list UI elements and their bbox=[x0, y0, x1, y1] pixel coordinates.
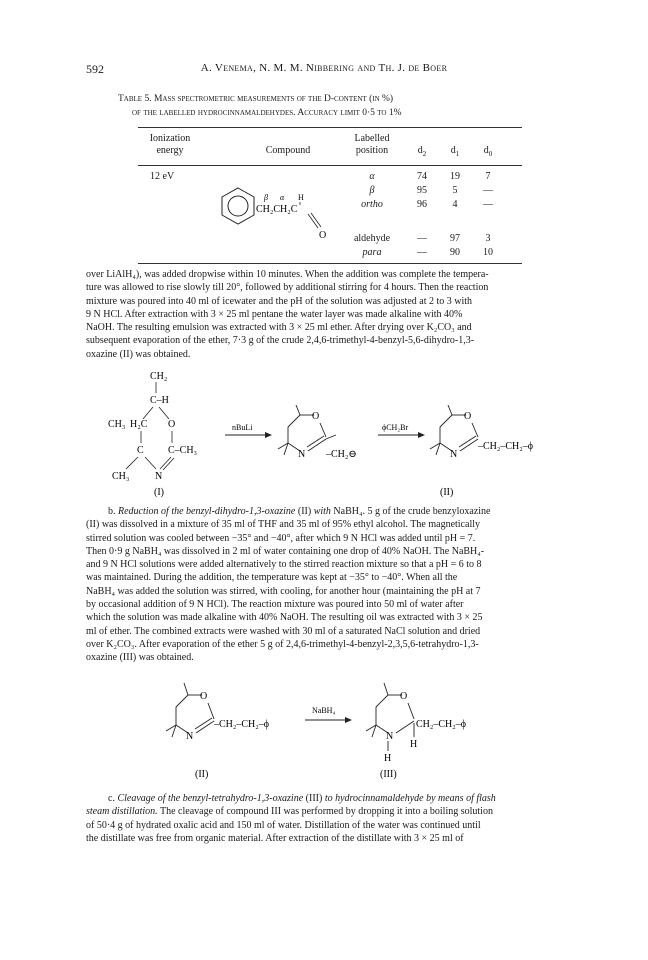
svg-text:O: O bbox=[312, 411, 320, 422]
label-compound-ii: (II) bbox=[440, 487, 454, 498]
svg-text:H₂C: H₂C bbox=[130, 419, 148, 430]
hydrocinnamaldehyde-structure bbox=[218, 178, 348, 248]
svg-text:nBuLi: nBuLi bbox=[232, 423, 253, 432]
svg-text:C: C bbox=[137, 445, 144, 456]
svg-text:ϕCH₂Br: ϕCH₂Br bbox=[382, 423, 409, 432]
label-compound-ii: (II) bbox=[195, 769, 209, 780]
svg-text:O: O bbox=[200, 691, 208, 702]
svg-text:CH₃: CH₃ bbox=[112, 471, 130, 482]
svg-text:N: N bbox=[298, 449, 306, 460]
label-compound-i: (I) bbox=[154, 487, 164, 498]
caption-line-1: Table 5. Mass spectrometric measurements of the D-content (in %) bbox=[118, 94, 394, 104]
paragraph-procedure-b: b. Reduction of the benzyl-dihydro-1,3-oxazine (II) with NaBH₄. 5 g of the crude benzyloxazine (II) was dissolved in a mixture of 35 ml of THF and 35 ml of 95% ethyl alcohol. The magnetically stirred solution was cooled between −35° and −40°, after which 9 N HCl was added until pH = 7. Then 0·9 g NaBH₄ was dissolved in 2 ml of water containing one drop of 40% NaOH. The NaBH₄- and 9 N HCl solutions were added alternatively to the stirred reaction mixture so that a pH = 6 to 8 was maintained. During the addition, the temperature was kept at −35° to −40°. When all the NaBH₄ was added the solution was stirred, with cooling, for another hour (maintaining the pH at 7 by occasional addition of 9 N HCl). The reaction mixture was poured into 50 ml of water after which the solution was made alkaline with 40% NaOH. The resulting oil was extracted with 3 × 25 ml of ether. The combined extracts were washed with 30 ml of a saturated NaCl solution and dried over K₂CO₃. After evaporation of the ether 5 g of 2,4,6-trimethyl-4-benzyl-2,3,5,6-tetrahydro-1,3- oxazine (III) was obtained. bbox=[86, 506, 491, 664]
table-bottom-rule bbox=[138, 263, 522, 264]
oxazine-anion-ring bbox=[278, 405, 357, 460]
oxazine-iii-ring bbox=[366, 683, 466, 764]
svg-text:O: O bbox=[168, 419, 176, 430]
header-labelled-position: Labelled position bbox=[354, 133, 390, 156]
table-top-rule bbox=[138, 127, 522, 128]
header-compound: Compound bbox=[265, 145, 311, 156]
paragraph-procedure-c: c. Cleavage of the benzyl-tetrahydro-1,3-oxazine (III) to hydrocinnamaldehyde by means of flash steam distillation. The cleavage of compound III was performed by dropping it into a boiling solution of 50·4 g of hydrated oxalic acid and 150 ml of water. Distillation of the water was continued until the distillate was free from organic material. After extraction of the distillate with 3 × 25 ml of bbox=[86, 793, 496, 844]
scheme-2-reduction bbox=[150, 675, 550, 785]
svg-text:O: O bbox=[464, 411, 472, 422]
header-ionization: Ionization energy bbox=[149, 133, 191, 156]
header-d0: $d_0$ bbox=[483, 145, 493, 158]
svg-text:O: O bbox=[319, 230, 327, 241]
page-number: 592 bbox=[86, 62, 104, 76]
oxazine-ii-ring bbox=[166, 683, 269, 742]
svg-text:β: β bbox=[264, 193, 268, 202]
svg-text:H: H bbox=[384, 753, 392, 764]
svg-text:CH₂–CH₂–ϕ: CH₂–CH₂–ϕ bbox=[416, 719, 467, 730]
table-header-rule bbox=[138, 165, 522, 166]
scheme-1-alkylation bbox=[100, 365, 580, 500]
svg-text:C–H: C–H bbox=[150, 395, 169, 406]
caption-line-2: of the labelled hydrocinnamaldehydes. Accuracy limit 0·5 to 1% bbox=[132, 108, 402, 118]
svg-text:H: H bbox=[410, 739, 418, 750]
svg-text:N: N bbox=[450, 449, 458, 460]
page-header bbox=[0, 62, 648, 82]
svg-text:H: H bbox=[298, 193, 304, 202]
svg-text:C–CH₃: C–CH₃ bbox=[168, 445, 198, 456]
svg-text:α: α bbox=[280, 193, 285, 202]
svg-text:N: N bbox=[186, 731, 194, 742]
svg-text:NaBH₄: NaBH₄ bbox=[312, 706, 336, 715]
paragraph-procedure-a: over LiAlH₄), was added dropwise within 10 minutes. When the addition was complete the tempera- ture was allowed to rise slowly till 20°, followed by additional stirring for 4 hours. Then the reaction mixture was poured into 40 ml of icewater and the pH of the solution was adjusted at 2 to 3 with 9 N HCl. After extraction with 3 × 25 ml pentane the water layer was made alkaline with 40% NaOH. The resulting emulsion was extracted with 3 × 25 ml ether. After drying over K₂CO₃ and subsequent evaporation of the ether, 7·3 g of the crude 2,4,6-trimethyl-4-benzyl-5,6-dihydro-1,3- oxazine (II) was obtained. bbox=[86, 269, 489, 360]
svg-text:–CH₂⊖: –CH₂⊖ bbox=[326, 449, 357, 460]
svg-text:N: N bbox=[155, 471, 163, 482]
svg-text:CH₃: CH₃ bbox=[108, 419, 126, 430]
energy-value: 12 eV bbox=[150, 171, 175, 182]
oxazine-product-ring bbox=[430, 405, 533, 460]
svg-text:–CH₂–CH₂–ϕ: –CH₂–CH₂–ϕ bbox=[214, 719, 270, 730]
svg-text:–CH₂–CH₂–ϕ: –CH₂–CH₂–ϕ bbox=[478, 441, 534, 452]
table-caption bbox=[118, 92, 538, 120]
svg-text:CH₂: CH₂ bbox=[150, 371, 168, 382]
running-head: A. Venema, N. M. M. Nibbering and Th. J. de Boer bbox=[200, 62, 448, 74]
svg-text:N: N bbox=[386, 731, 394, 742]
svg-text:O: O bbox=[400, 691, 408, 702]
header-d1: $d_1$ bbox=[450, 145, 460, 158]
svg-text:CH₂CH₂C: CH₂CH₂C bbox=[256, 204, 298, 215]
header-d2: $d_2$ bbox=[417, 145, 427, 158]
label-compound-iii: (III) bbox=[380, 769, 397, 780]
